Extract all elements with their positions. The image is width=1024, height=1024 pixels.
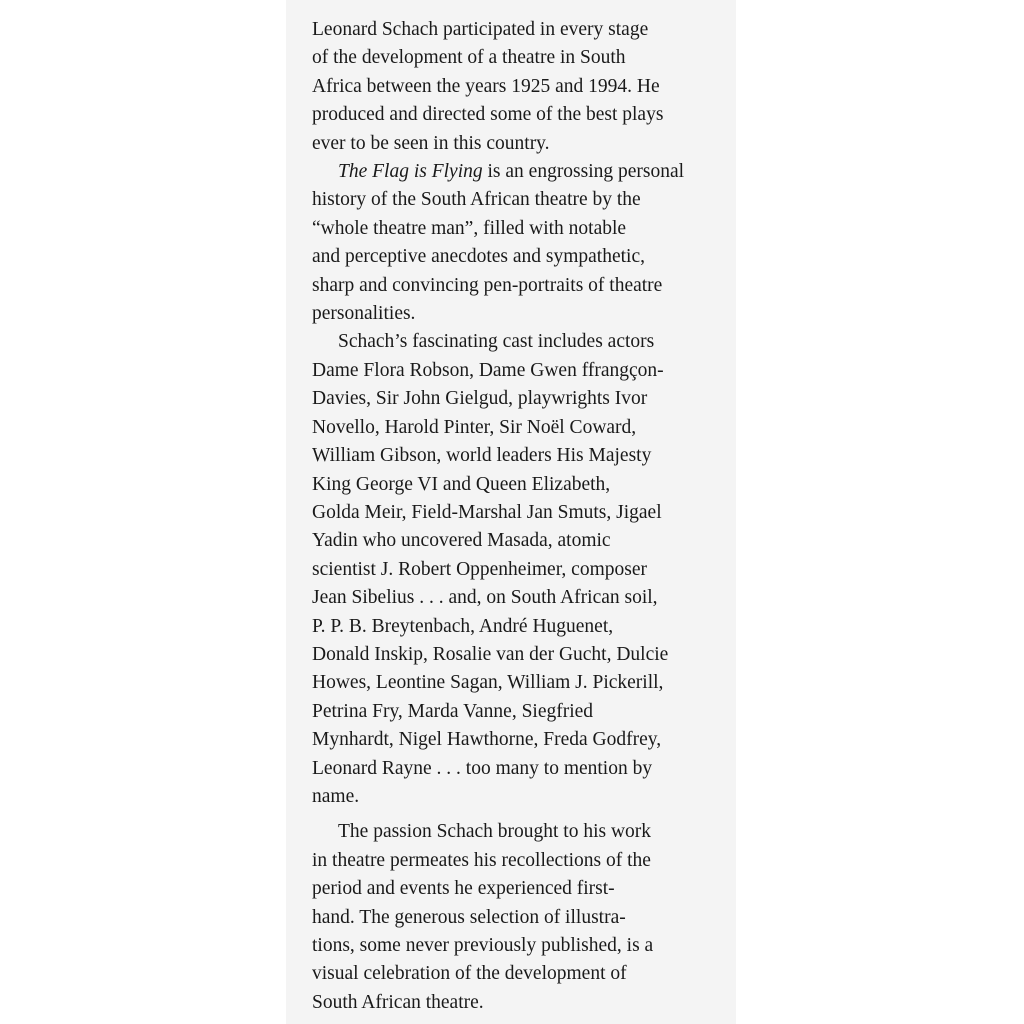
text-line: Leonard Rayne . . . too many to mention by [312, 757, 653, 779]
text-line: tions, some never previously published, is a [312, 935, 654, 956]
text-line: Africa between the years 1925 and 1994. He [312, 75, 660, 97]
text-line: Dame Flora Robson, Dame Gwen ffrangçon- [312, 359, 664, 381]
text-line: The passion Schach brought to his work [338, 821, 652, 843]
paragraph-3 [312, 328, 732, 811]
paragraph-gap [312, 811, 732, 818]
text-line: Davies, Sir John Gielgud, playwrights Ivor [312, 388, 648, 410]
text-line: Howes, Leontine Sagan, William J. Pickerill, [312, 672, 664, 694]
text-line: period and events he experienced first- [312, 878, 615, 900]
text-line: William Gibson, world leaders His Majesty [312, 445, 652, 467]
blurb-text [312, 16, 732, 1017]
text-line: sharp and convincing pen-portraits of theatre [312, 274, 663, 296]
text-line: hand. The generous selection of illustra- [312, 906, 626, 928]
text-line: Novello, Harold Pinter, Sir Noël Coward, [312, 416, 637, 438]
text-fragment: is an engrossing personal [482, 161, 685, 183]
text-line: visual celebration of the development of [312, 963, 627, 985]
text-line: “whole theatre man”, filled with notable [312, 217, 627, 239]
text-line: Schach’s fascinating cast includes actors [338, 331, 655, 353]
book-title: The Flag is Flying [338, 161, 483, 183]
text-line: Petrina Fry, Marda Vanne, Siegfried [312, 700, 594, 722]
text-line: P. P. B. Breytenbach, André Huguenet, [312, 615, 614, 637]
text-line: produced and directed some of the best plays [312, 104, 664, 126]
text-line: South African theatre. [312, 991, 484, 1013]
text-line: Donald Inskip, Rosalie van der Gucht, Dulcie [312, 643, 669, 665]
text-line: Yadin who uncovered Masada, atomic [312, 530, 611, 552]
text-line: history of the South African theatre by the [312, 189, 641, 211]
text-line: of the development of a theatre in South [312, 47, 626, 69]
text-line: Golda Meir, Field-Marshal Jan Smuts, Jigael [312, 501, 662, 523]
text-line: Jean Sibelius . . . and, on South African soil, [312, 587, 658, 609]
paragraph-2 [312, 158, 732, 328]
text-line: personalities. [312, 303, 416, 325]
text-line: King George VI and Queen Elizabeth, [312, 473, 611, 495]
text-line: in theatre permeates his recollections of the [312, 849, 651, 871]
text-line: scientist J. Robert Oppenheimer, composer [312, 558, 647, 580]
text-line [312, 158, 732, 186]
paragraph-4 [312, 818, 732, 1017]
text-line: ever to be seen in this country. [312, 132, 550, 154]
text-line: name. [312, 785, 360, 807]
text-line: Mynhardt, Nigel Hawthorne, Freda Godfrey, [312, 729, 662, 751]
paragraph-1 [312, 16, 732, 158]
text-line: and perceptive anecdotes and sympathetic, [312, 246, 645, 268]
text-line: Leonard Schach participated in every stage [312, 19, 649, 40]
